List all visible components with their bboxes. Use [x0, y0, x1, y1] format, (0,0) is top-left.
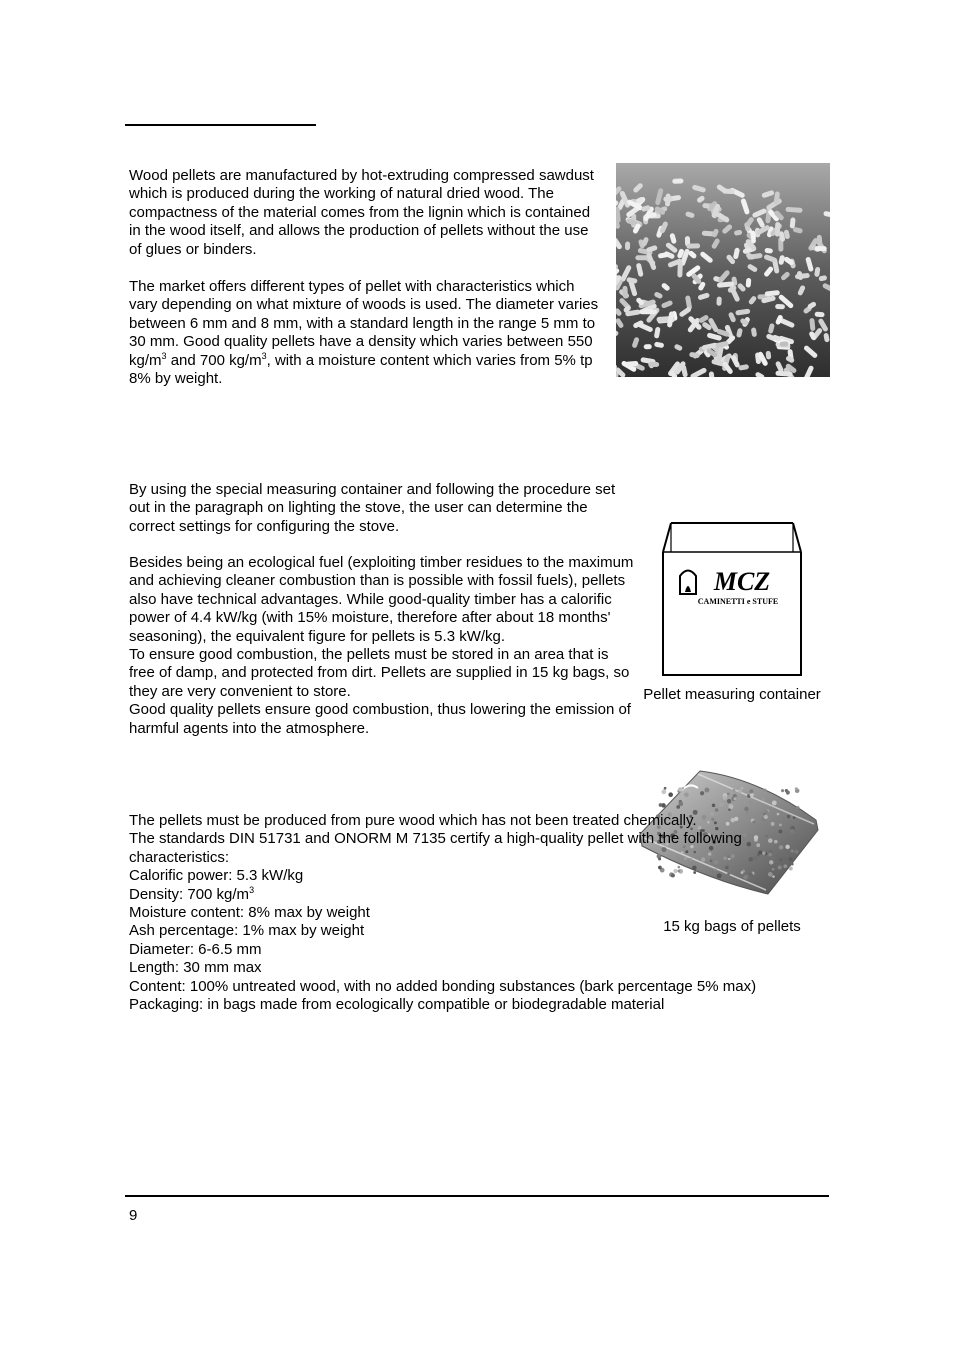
packaging-line: Packaging: in bags made from ecologically compatible or biodegradable material: [129, 996, 665, 1014]
bags-caption: 15 kg bags of pellets: [663, 918, 801, 935]
footer-rule: [125, 1195, 829, 1197]
measuring-container-drawing: [660, 520, 805, 680]
pure-wood-line: The pellets must be produced from pure wood which has not been treated chemically.: [129, 812, 697, 829]
superscript: 3: [249, 884, 255, 895]
combustion-line: Good quality pellets ensure good combustion, thus lowering the emission of harmful agents into the atmosphere.: [129, 701, 631, 737]
length-line: Length: 30 mm max: [129, 959, 262, 977]
moisture-line: Moisture content: 8% max by weight: [129, 904, 370, 922]
container-caption: Pellet measuring container: [643, 686, 821, 703]
storage-line: To ensure good combustion, the pellets must be stored in an area that is free of damp, and protected from dirt. Pellets are supplied in 15 kg bags, so they are very convenient to store.: [129, 646, 630, 700]
mcz-logo: [680, 565, 784, 606]
mcz-logo-text: MCZ: [713, 567, 771, 596]
measuring-paragraph: By using the special measuring container and following the procedure set out in the paragraph on lighting the stove, the user can determine the correct settings for configuring the stove.: [129, 481, 616, 535]
advantages-line: Besides being an ecological fuel (exploiting timber residues to the maximum and achieving cleaner combustion than is possible with fossil fuels), pellets also have technical advantages. While good-quality timber has a calorific power of 4.4 kW/kg (with 15% moisture, therefore after about 18 months' seasoning), the equivalent figure for pellets is 5.3 kW/kg.: [129, 554, 634, 645]
intro-paragraph: Wood pellets are manufactured by hot-extruding compressed sawdust which is produced during the working of natural dried wood. The compactness of the material comes from the lignin which is contained in the wood itself, and allows the production of pellets without the use of glues or binders.: [129, 167, 594, 258]
pellets-photo: [616, 163, 830, 377]
content-line: Content: 100% untreated wood, with no added bonding substances (bark percentage 5% max): [129, 977, 757, 995]
pellet-types-paragraph: The market offers different types of pellet with characteristics which vary depending on what mixture of woods is used. The diameter varies between 6 mm and 8 mm, with a standard length in the range 5 mm to 30 mm. Good quality pellets have a density which varies between 550 $kg/m^3$ and 700 $kg/m^3$, with a moisture content which varies from 5% tp 8% by weight.: [129, 278, 599, 388]
header-rule: [125, 124, 316, 126]
superscript: 3: [261, 350, 267, 361]
superscript: 3: [161, 350, 167, 361]
pellets-image: [616, 163, 830, 377]
advantages-paragraph: [129, 554, 634, 738]
standards-paragraph: [129, 812, 829, 1014]
ash-line: Ash percentage: 1% max by weight: [129, 922, 365, 940]
page-number: 9: [129, 1207, 138, 1224]
calorific-line: Calorific power: 5.3 kW/kg: [129, 867, 304, 885]
diameter-line: Diameter: 6-6.5 mm: [129, 940, 262, 958]
standards-line: The standards DIN 51731 and ONORM M 7135 certify a high-quality pellet with the following characteristics:: [129, 830, 742, 866]
mcz-logo-subtext: CAMINETTI e STUFE: [697, 597, 779, 606]
density-line: Density: 700 $kg/m^3$: [129, 884, 255, 903]
